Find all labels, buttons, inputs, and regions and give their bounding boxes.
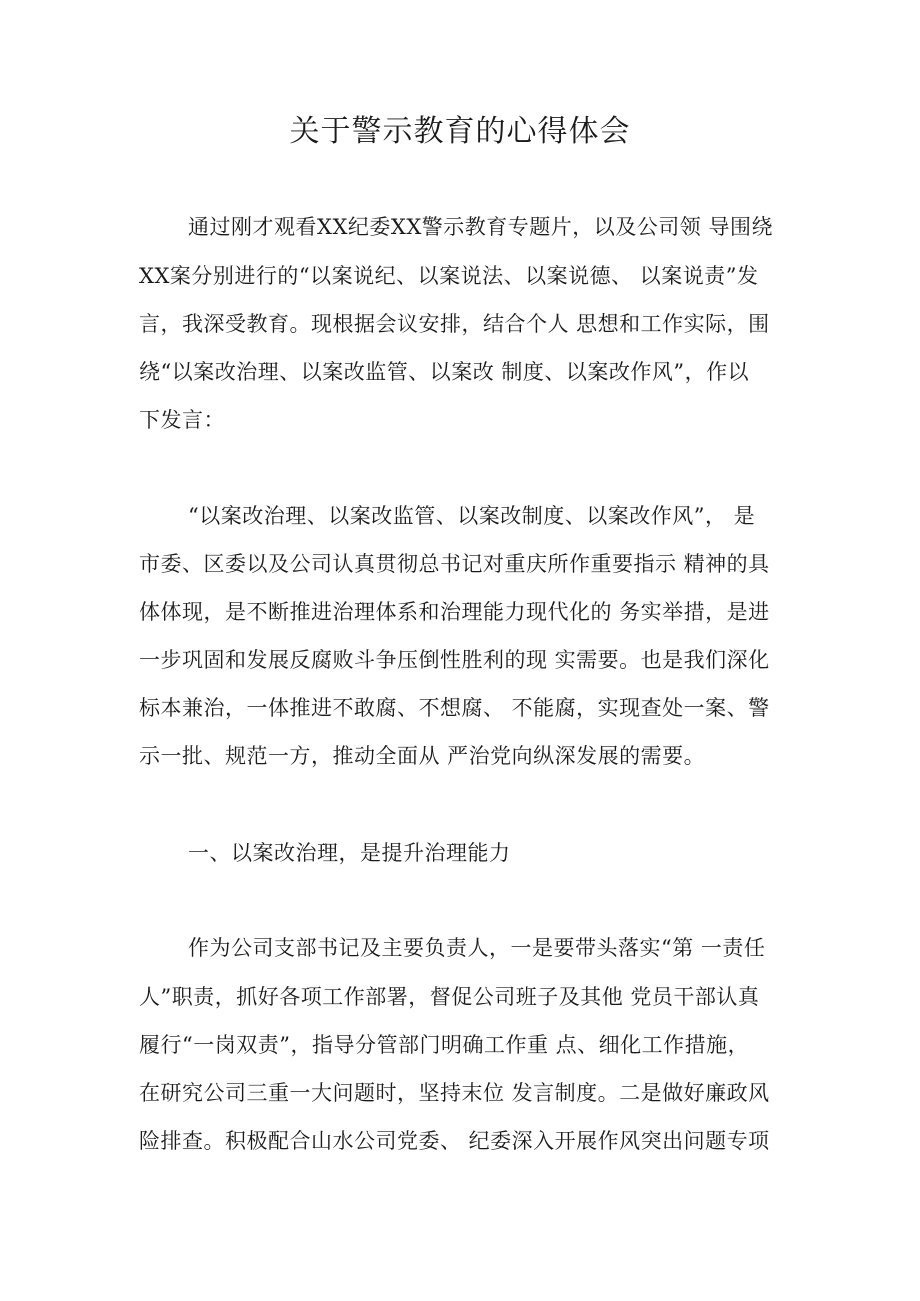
paragraph-2-line-1: “以案改治理、以案改监管、以案改制度、以案改作风”， 是 (188, 504, 756, 528)
paragraph-3-line-3: 履行“一岗双责”，指导分管部门明确工作重 点、细化工作措施， (139, 1033, 750, 1057)
section-heading-1: 一、以案改治理，是提升治理能力 (188, 841, 511, 865)
paragraph-2-line-2: 市委、区委以及公司认真贯彻总书记对重庆所作重要指示 精神的具 (139, 552, 770, 576)
paragraph-3-line-1: 作为公司支部书记及主要负责人，一是要带头落实“第 一责任 (188, 936, 766, 960)
paragraph-2-line-5: 标本兼治，一体推进不敢腐、不想腐、 不能腐，实现查处一案、警 (139, 696, 770, 720)
paragraph-3-line-4: 在研究公司三重一大问题时，坚持末位 发言制度。二是做好廉政风 (139, 1081, 770, 1105)
paragraph-2-line-6: 示一批、规范一方，推动全面从 严治党向纵深发展的需要。 (139, 744, 706, 768)
paragraph-1-line-5: 下发言： (139, 408, 225, 432)
paragraph-3-line-5: 险排查。积极配合山水公司党委、 纪委深入开展作风突出问题专项 (139, 1129, 770, 1153)
paragraph-2-line-3: 体体现，是不断推进治理体系和治理能力现代化的 务实举措，是进 (139, 600, 770, 624)
paragraph-2-line-4: 一步巩固和发展反腐败斗争压倒性胜利的现 实需要。也是我们深化 (139, 648, 770, 672)
paragraph-1-line-4: 绕“以案改治理、以案改监管、以案改 制度、以案改作风”，作以 (139, 360, 750, 384)
paragraph-3-line-2: 人”职责，抓好各项工作部署，督促公司班子及其他 党员干部认真 (139, 985, 760, 1009)
document-title: 关于警示教育的心得体会 (289, 114, 631, 149)
paragraph-1-line-2: XX案分别进行的“以案说纪、以案说法、以案说德、 以案说责”发 (139, 264, 759, 288)
paragraph-1-line-3: 言，我深受教育。现根据会议安排，结合个人 思想和工作实际，围 (139, 312, 770, 336)
paragraph-1-line-1: 通过刚才观看XX纪委XX警示教育专题片，以及公司领 导围绕 (188, 215, 773, 239)
